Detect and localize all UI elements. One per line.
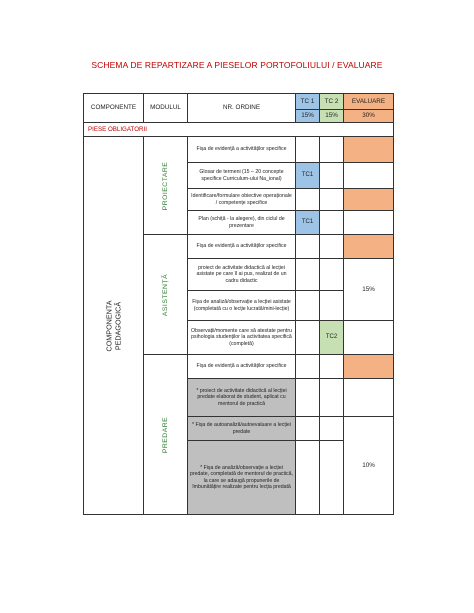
predare-percent: 10% [344, 417, 394, 515]
row-plan: Plan (schiță - la alegere), din ciclul de prezentare [188, 211, 296, 235]
module-proiectare: PROIECTARE [144, 137, 188, 235]
row-glosar: Glosar de termeni (15 – 20 concepte specifice Curriculum-ului Na_ional) [188, 163, 296, 189]
tc1-mark-2: TC1 [296, 211, 320, 235]
header-tc2-percent: 15% [320, 110, 344, 123]
componenta-line-2: PEDAGOGICĂ [113, 301, 123, 350]
header-nr-ordine: NR. ORDINE [188, 94, 296, 123]
header-tc1-percent: 15% [296, 110, 320, 123]
section-label: PIESE OBLIGATORII [84, 123, 394, 137]
row-proiect-predat: * proiect de activitate didactică al lecției predate elaborat de student, aplicat cu mentorul de practică [188, 379, 296, 417]
row-proiectare-fisa: Fișa de evidență a activităților specifice [188, 137, 296, 163]
header-tc1: TC 1 [296, 94, 320, 110]
page-title: SCHEMA DE REPARTIZARE A PIESELOR PORTOFOLIULUI / EVALUARE [91, 60, 383, 70]
header-evaluare-percent: 30% [344, 110, 394, 123]
row-fisa-analiza-predata: * Fișa de analiză/observație a lecției predate, completată de mentorul de practică, la care se adaugă propunerile de îmbunătățire realizate pentru lecția predată [188, 441, 296, 515]
module-asistenta: ASISTENȚĂ [144, 235, 188, 355]
asistenta-percent: 15% [344, 259, 394, 321]
module-predare: PREDARE [144, 355, 188, 515]
componenta-line-1: COMPONENTA [104, 300, 114, 351]
row-proiect-asistat: proiect de activitate didactică al lecției asistate pe care îl ai pus, realizat de un cadru didactic [188, 259, 296, 291]
row-observatii: Observații/momente care să atestate pentru psihologia studenților la activitatea specifică (completă) [188, 321, 296, 355]
header-evaluare: EVALUARE [344, 94, 394, 110]
portfolio-table [83, 93, 394, 515]
row-fisa-analiza-asistata: Fișa de analiză/observație a lecției asistate (completată cu o lecție lucrată/mini-lecție) [188, 291, 296, 321]
row-asistenta-fisa: Fișa de evidență a activităților specifice [188, 235, 296, 259]
tc2-mark: TC2 [320, 321, 344, 355]
header-modulul: MODULUL [144, 94, 188, 123]
row-obiective: Identificare/formulare obiective operaționale / competențe specifice [188, 189, 296, 211]
tc1-mark: TC1 [296, 163, 320, 189]
row-predare-fisa: Fișa de evidență a activităților specifice [188, 355, 296, 379]
header-tc2: TC 2 [320, 94, 344, 110]
componenta-pedagogica [84, 137, 144, 515]
row-autoanaliza: * Fișa de autoanaliză/autoevaluare a lecției predate [188, 417, 296, 441]
header-componente: COMPONENTE [84, 94, 144, 123]
